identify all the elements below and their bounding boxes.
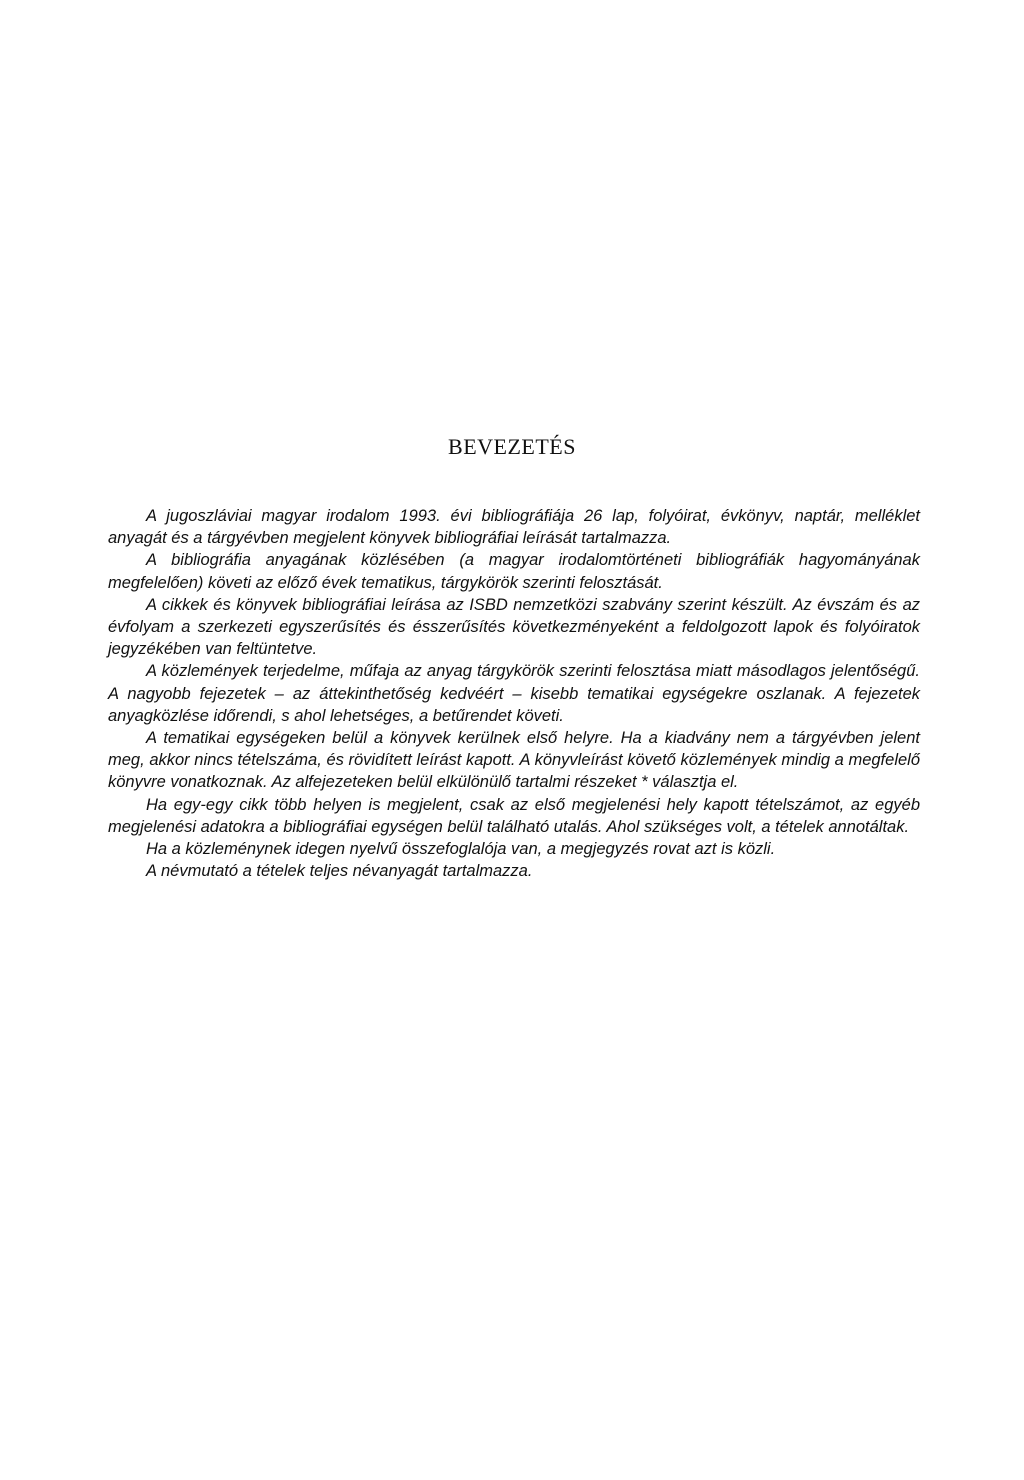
paragraph-chapters: A közlemények terjedelme, műfaja az anyag tárgykörök szerinti felosztása miatt másodlagos jelentőségű. A nagyobb fejezetek – az áttekinthetőség kedvéért – kisebb tematikai egységekre oszlanak. A fejezetek anyagközlése időrendi, s ahol lehetséges, a betűrendet követi.	[108, 662, 920, 725]
paragraph-structure: A bibliográfia anyagának közlésében (a magyar irodalomtörténeti bibliográfiák hagyományának megfelelően) követi az előző évek tematikus, tárgykörök szerinti felosztását.	[108, 551, 920, 592]
paragraph-scope: A jugoszláviai magyar irodalom 1993. évi bibliográfiája 26 lap, folyóirat, évkönyv, naptár, melléklet anyagát és a tárgyévben megjelent könyvek bibliográfiai leírását tartalmazza.	[108, 507, 920, 548]
paragraph-thematic-units: A tematikai egységeken belül a könyvek kerülnek első helyre. Ha a kiadvány nem a tárgyévben jelent meg, akkor nincs tételszáma, és rövidített leírást kapott. A könyvleírást követő közlemények mindig a megfelelő könyvre vonatkoznak. Az alfejezeteken belül elkülönülő tartalmi részeket * választja el.	[108, 729, 920, 792]
page-title: BEVEZETÉS	[448, 434, 576, 459]
paragraph-name-index: A névmutató a tételek teljes névanyagát tartalmazza.	[146, 862, 533, 881]
introduction-body	[108, 505, 920, 882]
paragraph-multiple-publications: Ha egy-egy cikk több helyen is megjelent, csak az első megjelenési hely kapott tételszámot, az egyéb megjelenési adatokra a bibliográfiai egységen belül található utalás. Ahol szükséges volt, a tételek annotáltak.	[108, 795, 920, 836]
paragraph-foreign-summary: Ha a közleménynek idegen nyelvű összefoglalója van, a megjegyzés rovat azt is közli.	[146, 840, 776, 859]
paragraph-description-standard: A cikkek és könyvek bibliográfiai leírása az ISBD nemzetközi szabvány szerint készült. Az évszám és az évfolyam a szerkezeti egyszerűsítés és ésszerűsítés következményeként a feldolgozott lapok és folyóiratok jegyzékében van feltüntetve.	[108, 595, 920, 659]
